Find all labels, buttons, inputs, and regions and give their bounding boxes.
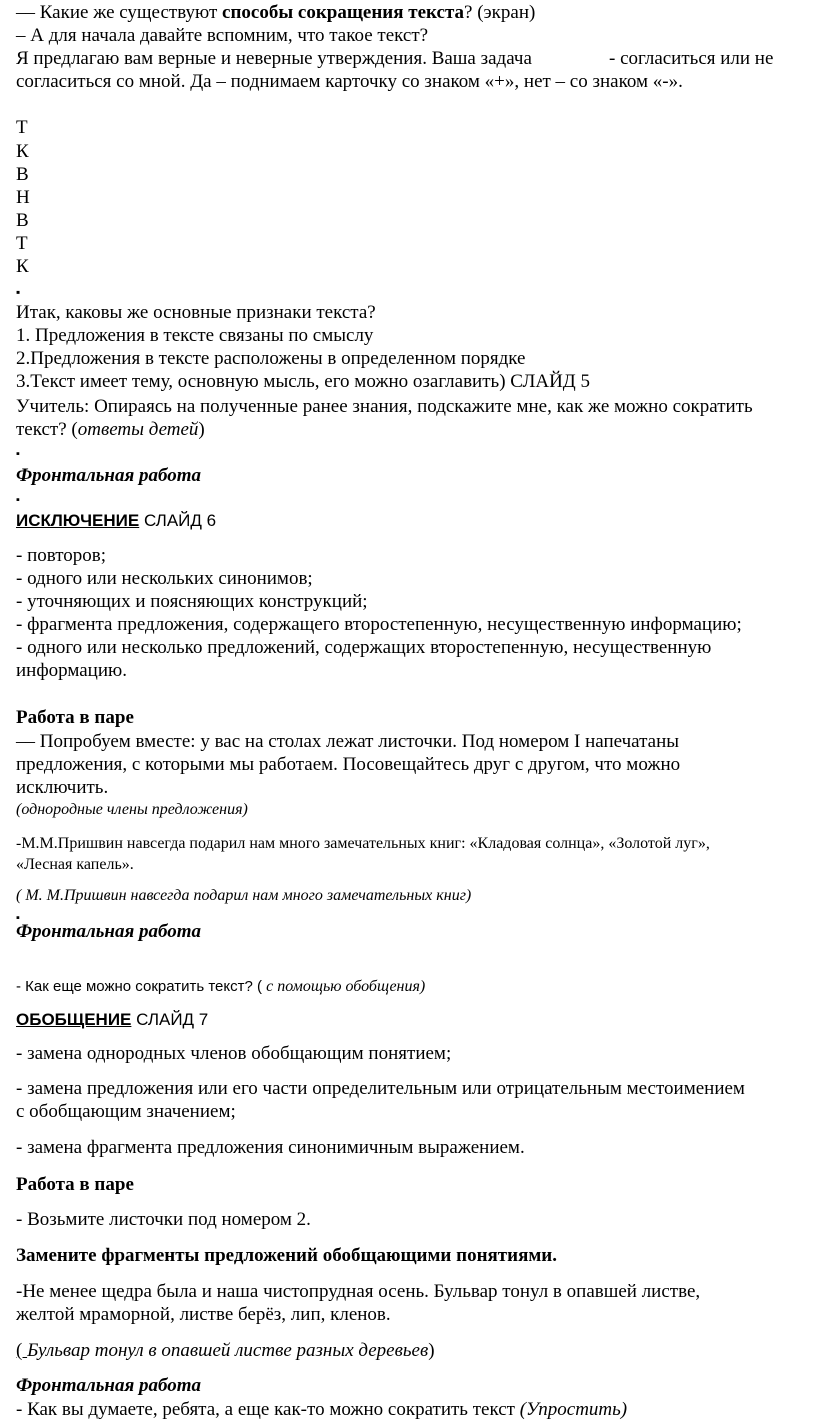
teacher-line-1: Учитель: Опираясь на полученные ранее знания, подскажите мне, как же можно сократить [16,396,753,417]
exclusion-title: ИСКЛЮЧЕНИЕ [16,511,140,530]
teacher-line-2 [16,419,205,441]
intro-line-2: – А для начала давайте вспомним, что такое текст? [16,25,429,46]
last-question-start: - Как вы думаете, ребята, а еще как-то можно сократить текст [16,1399,520,1420]
intro-line-4: согласиться со мной. Да – поднимаем карточку со знаком «+», нет – со знаком «-». [16,71,683,92]
generalization-slide: СЛАЙД 7 [131,1010,209,1029]
intro-line-3a: Я предлагаю вам верные и неверные утверждения. Ваша задача [16,48,532,69]
frontal-work-heading-3: Фронтальная работа [16,1375,202,1396]
pair2-answer [16,1340,435,1362]
stray-mark-2: ▪ [16,448,20,460]
teacher-line-2-end: ) [198,419,205,440]
pair1-example-1: -М.М.Пришвин навсегда подарил нам много замечательных книг: «Кладовая солнца», «Золотой луг», [16,835,710,852]
pair2-example-1: -Не менее щедра была и наша чистопрудная осень. Бульвар тонул в опавшей листве, [16,1281,701,1302]
question-2-italic: с помощью обобщения) [266,978,426,995]
pair-work-heading-2: Работа в паре [16,1174,134,1195]
sign-3: 3.Текст имеет тему, основную мысль, его можно озаглавить) СЛАЙД 5 [16,371,591,392]
pair1-line-2: предложения, с которыми мы работаем. Посовещайтесь друг с другом, что можно [16,754,681,775]
signs-question: Итак, каковы же основные признаки текста? [16,302,376,323]
question-2-start: - Как еще можно сократить текст? ( [16,978,267,995]
pair1-answer: ( М. М.Пришвин навсегда подарил нам много замечательных книг) [16,887,472,904]
intro-line-3b: - согласиться или не [609,48,774,69]
sign-1: 1. Предложения в тексте связаны по смыслу [16,325,374,346]
pair-work-heading-1: Работа в паре [16,707,134,728]
generalization-heading [16,1009,208,1031]
generalization-item-2a: - замена предложения или его части определительным или отрицательным местоимением [16,1078,745,1099]
pair2-take: - Возьмите листочки под номером 2. [16,1209,311,1230]
intro-line-1 [16,2,535,24]
generalization-title: ОБОБЩЕНИЕ [16,1010,132,1029]
pair2-task: Замените фрагменты предложений обобщающими понятиями. [16,1245,557,1266]
teacher-line-2-italic: ответы детей [77,419,199,440]
generalization-item-2b: с обобщающим значением; [16,1101,236,1122]
generalization-item-1: - замена однородных членов обобщающим понятием; [16,1043,452,1064]
pair2-answer-close: ) [428,1340,435,1361]
exclusion-item-2: - одного или нескольких синонимов; [16,568,313,589]
pair1-example-2: «Лесная капель». [16,856,134,873]
exclusion-item-6: информацию. [16,660,127,681]
question-2 [16,977,425,997]
exclusion-heading [16,510,216,532]
stray-mark-3: ▪ [16,494,20,506]
pair1-line-3: исключить. [16,777,109,798]
frontal-work-heading-1: Фронтальная работа [16,465,202,486]
exclusion-item-5: - одного или несколько предложений, содержащих второстепенную, несущественную [16,637,712,658]
pair1-hint: (однородные члены предложения) [16,801,248,818]
last-question-italic: (Упростить) [519,1399,628,1420]
pair1-line-1: –– Попробуем вместе: у вас на столах лежат листочки. Под номером I напечатаны [16,731,680,752]
stray-letter-4: Н [16,187,30,208]
stray-letter-5: В [16,210,29,231]
stray-mark-4: ▪ [16,912,20,924]
frontal-work-heading-2: Фронтальная работа [16,921,202,942]
pair2-answer-italic: Бульвар тонул в опавшей листве разных деревьев [27,1340,429,1361]
exclusion-item-3: - уточняющих и поясняющих конструкций; [16,591,368,612]
exclusion-item-1: - повторов; [16,545,107,566]
pair2-answer-open: ( [16,1340,28,1361]
stray-letter-3: В [16,164,29,185]
sign-2: 2.Предложения в тексте расположены в определенном порядке [16,348,526,369]
exclusion-slide: СЛАЙД 6 [139,511,217,530]
intro-line-1-bold: способы сокращения текста [222,2,465,23]
exclusion-item-4: - фрагмента предложения, содержащего второстепенную, несущественную информацию; [16,614,742,635]
teacher-line-2-start: текст? ( [16,419,78,440]
pair2-example-2: желтой мраморной, листве берёз, лип, кленов. [16,1304,391,1325]
last-question [16,1399,627,1421]
intro-line-1-start: –– Какие же существуют [16,2,223,23]
stray-mark: ▪ [16,285,21,299]
stray-letter-6: Т [16,233,28,254]
generalization-item-3: - замена фрагмента предложения синонимичным выражением. [16,1137,525,1158]
stray-letter-2: К [16,141,29,162]
stray-letter-1: Т [16,117,28,138]
intro-line-1-end: ? (экран) [464,2,536,23]
stray-letter-7: К [16,256,29,277]
